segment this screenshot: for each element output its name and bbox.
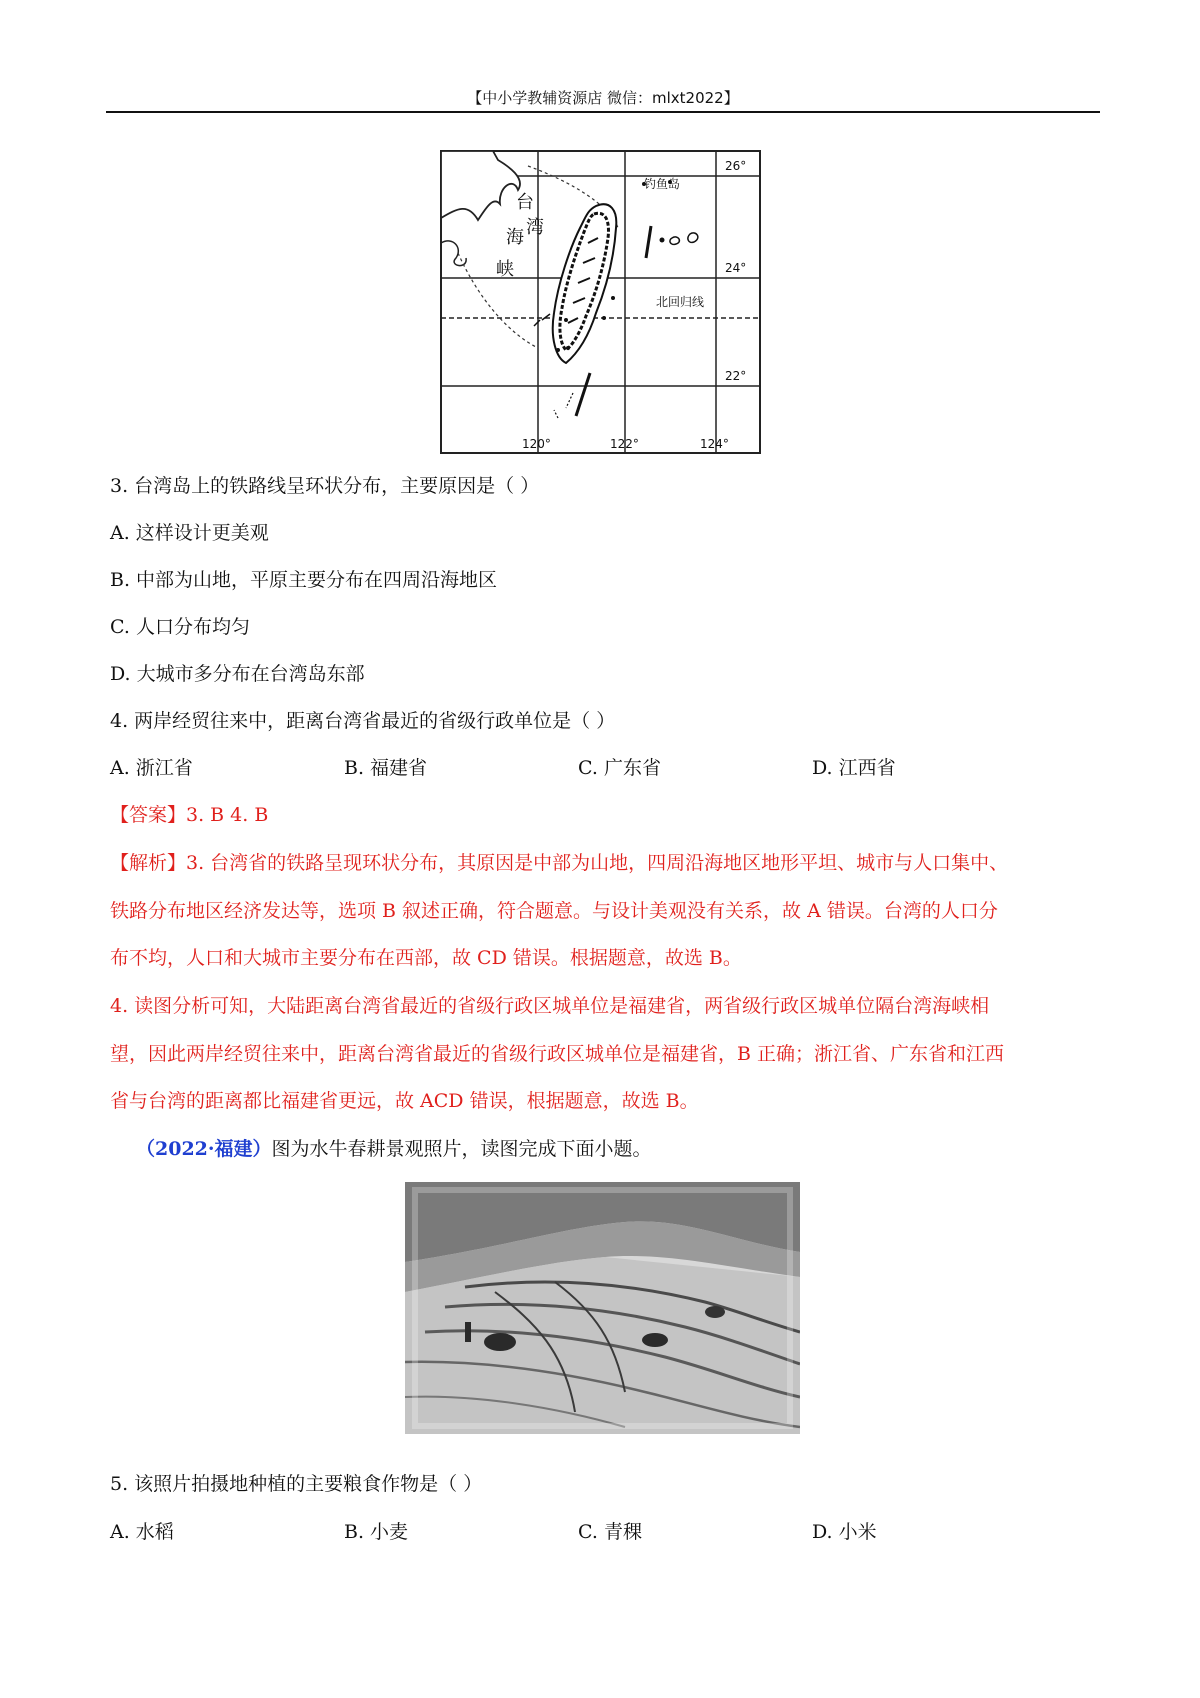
analysis-line-6: 省与台湾的距离都比福建省更远，故 ACD 错误，根据题意，故选 B。 xyxy=(110,1090,699,1112)
map-label-diaoyu: 钓鱼岛 xyxy=(644,177,681,191)
q3-option-c: C. 人口分布均匀 xyxy=(110,616,250,638)
map-label-hai: 海 xyxy=(506,227,524,248)
map-label-lon120: 120° xyxy=(522,437,551,451)
question-intro-text: 图为水牛春耕景观照片，读图完成下面小题。 xyxy=(271,1138,652,1160)
page-header: 【中小学教辅资源店 微信：mlxt2022】 xyxy=(467,89,739,107)
q4-option-d: D. 江西省 xyxy=(812,757,896,779)
map-label-xia: 峡 xyxy=(496,259,514,280)
map-label-tai: 台 xyxy=(516,192,534,213)
q4-stem: 4. 两岸经贸往来中，距离台湾省最近的省级行政单位是（ ） xyxy=(110,710,616,732)
q3-option-b: B. 中部为山地，平原主要分布在四周沿海地区 xyxy=(110,569,498,591)
analysis-line-1 xyxy=(110,849,1008,877)
map-label-tropic: 北回归线 xyxy=(656,295,705,309)
q5-option-b: B. 小麦 xyxy=(344,1521,409,1543)
q3-option-d: D. 大城市多分布在台湾岛东部 xyxy=(110,663,365,685)
analysis-line-3: 布不均，人口和大城市主要分布在西部，故 CD 错误。根据题意，故选 B。 xyxy=(110,947,742,969)
q4-option-b: B. 福建省 xyxy=(344,757,428,779)
q4-option-c: C. 广东省 xyxy=(578,757,661,779)
analysis-line-5: 望，因此两岸经贸往来中，距离台湾省最近的省级行政区城单位是福建省，B 正确；浙江省、广东省和江西 xyxy=(110,1043,1005,1065)
buffalo-terrace-photo xyxy=(405,1182,800,1434)
map-label-wan: 湾 xyxy=(526,217,544,238)
q5-stem: 5. 该照片拍摄地种植的主要粮食作物是（ ） xyxy=(110,1473,483,1495)
q3-option-a: A. 这样设计更美观 xyxy=(110,522,269,544)
answer-text: 3. B 4. B xyxy=(186,804,269,826)
q5-option-a: A. 水稻 xyxy=(110,1521,174,1543)
q5-option-d: D. 小米 xyxy=(812,1521,877,1543)
map-label-lon122: 122° xyxy=(610,437,639,451)
analysis-line-2: 铁路分布地区经济发达等，选项 B 叙述正确，符合题意。与设计美观没有关系，故 A 错误。台湾的人口分 xyxy=(110,900,998,922)
taiwan-map xyxy=(438,148,763,456)
q5-option-c: C. 青稞 xyxy=(578,1521,642,1543)
q3-stem: 3. 台湾岛上的铁路线呈环状分布，主要原因是（ ） xyxy=(110,475,540,497)
map-label-lat26: 26° xyxy=(725,159,747,173)
analysis-line-4: 4. 读图分析可知，大陆距离台湾省最近的省级行政区城单位是福建省，两省级行政区城单位隔台湾海峡相 xyxy=(110,995,990,1017)
answer-label: 【答案】 xyxy=(110,804,187,826)
q4-option-a: A. 浙江省 xyxy=(110,757,193,779)
answer-line xyxy=(110,801,268,829)
analysis-label: 【解析】 xyxy=(110,852,187,874)
question-intro xyxy=(136,1135,652,1163)
question-source: （2022·福建） xyxy=(136,1138,272,1160)
analysis-text-1: 3. 台湾省的铁路呈现环状分布，其原因是中部为山地，四周沿海地区地形平坦、城市与人口集中、 xyxy=(186,852,1009,874)
map-label-lon124: 124° xyxy=(700,437,729,451)
header-divider xyxy=(106,111,1100,113)
map-label-lat24: 24° xyxy=(725,261,747,275)
map-label-lat22: 22° xyxy=(725,369,747,383)
